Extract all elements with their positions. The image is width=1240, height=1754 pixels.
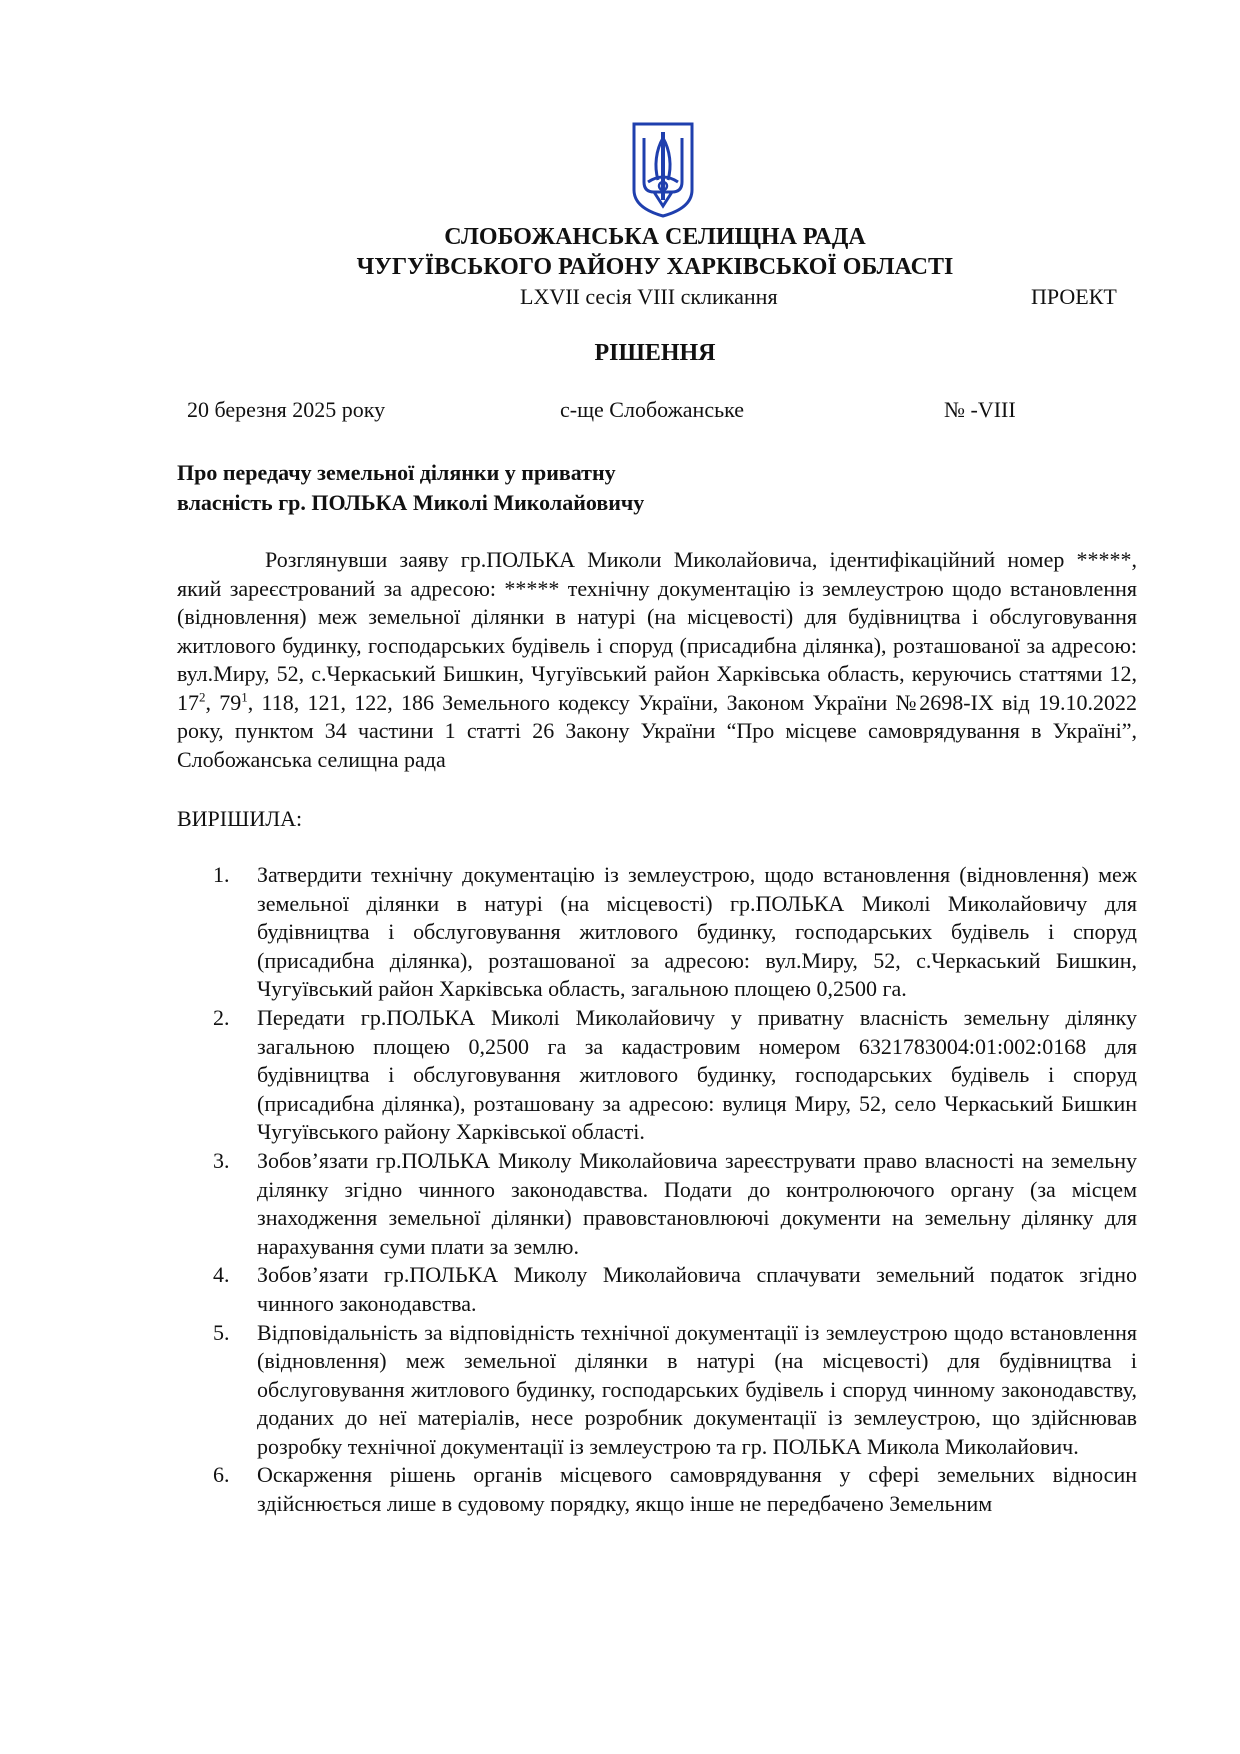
item-number: 2. [213, 1004, 230, 1030]
decision-item [177, 1147, 1137, 1261]
decision-item [177, 861, 1137, 1004]
decision-number: № -VIII [944, 397, 1016, 422]
item-text: Зобов’язати гр.ПОЛЬКА Миколу Миколайовича зареєструвати право власності на земельну ділянку згідно чинного законодавства. Подати до контролюючого органу (за місцем знаходження земельної ділянки) правовстановлюючі документи на земельну ділянку для нарахування суми плати за землю. [257, 1147, 1137, 1259]
item-text: Відповідальність за відповідність технічної документації із землеустрою щодо встановлення (відновлення) меж земельної ділянки в натурі (на місцевості) для будівництва і обслуговування житлового будинку, господарських будівель і споруд чинному законодавству, доданих до неї матеріалів, несе розробник документації із землеустрою, що здійснював розробку технічної документації із землеустрою та гр. ПОЛЬКА Микола Миколайович. [257, 1319, 1137, 1459]
decision-place: с-ще Слобожанське [560, 397, 745, 422]
item-number: 3. [213, 1147, 230, 1173]
item-text: Зобов’язати гр.ПОЛЬКА Миколу Миколайовича сплачувати земельний податок згідно чинного законодавства. [257, 1262, 1137, 1316]
decision-item [177, 1261, 1137, 1318]
council-name: СЛОБОЖАНСЬКА СЕЛИЩНА РАДА [444, 224, 866, 250]
preamble-text: , 118, 121, 122, 186 Земельного кодексу України, Законом України №2698-IX від 19.10.2022 року, пунктом 34 частини 1 статті 26 Закону України “Про місцеве самоврядування в Україні”, Слобожанська селищна рада [177, 689, 1137, 772]
subject-line: Про передачу земельної ділянки у приватну [177, 460, 616, 485]
superscript: 1 [241, 689, 248, 705]
decision-date: 20 березня 2025 року [187, 397, 386, 422]
preamble-text: Розглянувши заяву гр.ПОЛЬКА Миколи Миколайовича, ідентифікаційний номер *****, який зареєстрований за адресою: ***** технічну документацію із землеустрою щодо встановлення (відновлення) меж земельної ділянки в натурі (на місцевості) для будівництва і обслуговування житлового будинку, господарських будівель і споруд (присадибна ділянка), розташованої за адресою: вул.Миру, 52, с.Черкаський Бишкин, Чугуївський район Харківська область, керуючись статтями 12, 17 [177, 547, 1137, 715]
item-number: 1. [213, 862, 230, 887]
item-text: Передати гр.ПОЛЬКА Миколі Миколайовичу у приватну власність земельну ділянку загальною площею 0,2500 га за кадастровим номером 6321783004:01:002:0168 для будівництва і обслуговування житлового будинку, господарських будівель і споруд (присадибна ділянка), розташовану за адресою: вулиця Миру, 52, село Черкаський Бишкин Чугуївського району Харківської області. [257, 1004, 1137, 1145]
subject-line: власність гр. ПОЛЬКА Миколі Миколайовичу [177, 490, 645, 515]
item-number: 6. [213, 1462, 230, 1488]
item-number: 4. [213, 1262, 230, 1288]
preamble-text: , 79 [205, 689, 242, 715]
document-type: РІШЕННЯ [594, 340, 716, 366]
item-number: 5. [213, 1319, 230, 1345]
decision-item [177, 1461, 1137, 1518]
session-info: LXVII сесія VIII скликання [520, 284, 778, 309]
item-text: Затвердити технічну документацію із землеустрою, щодо встановлення (відновлення) меж земельної ділянки в натурі (на місцевості) гр.ПОЛЬКА Миколі Миколайовичу для будівництва і обслуговування житлового будинку, господарських будівель і споруд (присадибна ділянка), розташованої за адресою: вул.Миру, 52, с.Черкаський Бишкин, Чугуївський район Харківська область, загальною площею 0,2500 га. [257, 862, 1137, 1002]
preamble-paragraph [177, 546, 1137, 774]
decision-item [177, 1319, 1137, 1462]
decision-item [177, 1004, 1137, 1147]
district-name: ЧУГУЇВСЬКОГО РАЙОНУ ХАРКІВСЬКОЇ ОБЛАСТІ [356, 254, 954, 280]
decision-items [177, 861, 1137, 1519]
decided-label: ВИРІШИЛА: [177, 806, 303, 831]
item-text: Оскарження рішень органів місцевого самоврядування у сфері земельних відносин здійснюється лише в судовому порядку, якщо інше не передбачено Земельним [257, 1462, 1137, 1517]
superscript: 2 [199, 689, 206, 705]
decision-subject [177, 458, 777, 518]
coat-of-arms-icon [628, 120, 698, 220]
draft-label: ПРОЕКТ [1031, 284, 1117, 309]
